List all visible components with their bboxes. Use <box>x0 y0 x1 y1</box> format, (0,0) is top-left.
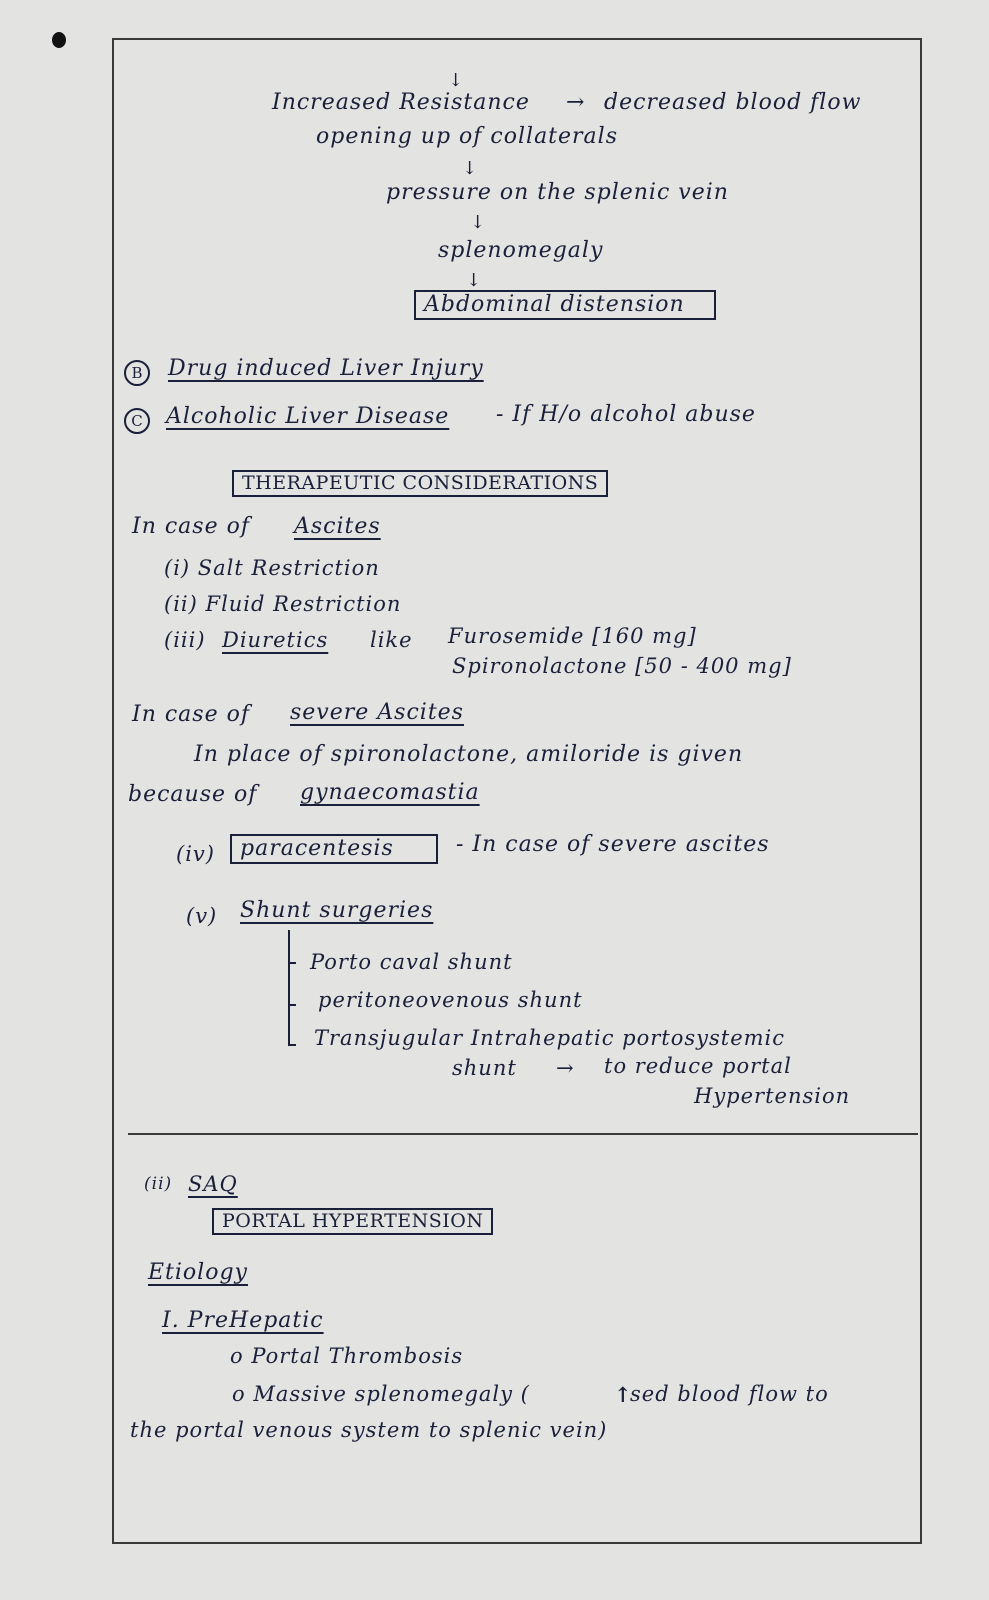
right-arrow-icon: → <box>566 90 586 115</box>
item4-note: - In case of severe ascites <box>456 832 770 857</box>
item-fluid-restriction: (ii) Fluid Restriction <box>164 592 402 616</box>
severe-line2-word: gynaecomastia <box>300 780 480 805</box>
item-salt-restriction: (i) Salt Restriction <box>164 556 380 580</box>
item3-diuretics: Diuretics <box>222 628 329 652</box>
item5-prefix: (v) <box>186 904 218 928</box>
severe-ascites-word: severe Ascites <box>290 700 464 725</box>
item5-shunt-surgeries: Shunt surgeries <box>240 898 434 923</box>
flow-line2: opening up of collaterals <box>316 124 618 149</box>
down-arrow-icon: ↓ <box>466 270 482 291</box>
severe-line1: In place of spironolactone, amiloride is given <box>194 742 744 767</box>
shunt-tips-word: shunt <box>452 1056 517 1080</box>
drug-spironolactone: Spironolactone [50 - 400 mg] <box>452 654 792 678</box>
up-arrow-icon: ↑ <box>614 1382 633 1407</box>
saq-label: SAQ <box>188 1172 238 1196</box>
bullet-splenomegaly-line2: the portal venous system to splenic vein) <box>130 1418 608 1442</box>
flow-line3: pressure on the splenic vein <box>386 180 729 205</box>
cause-b-text: Drug induced Liver Injury <box>168 356 484 381</box>
ascites-prefix: In case of <box>132 514 250 539</box>
therapeutic-heading: THERAPEUTIC CONSIDERATIONS <box>232 470 608 497</box>
punch-hole <box>52 32 66 48</box>
severe-line2-prefix: because of <box>128 782 258 807</box>
severe-prefix: In case of <box>132 702 250 727</box>
item4-paracentesis: paracentesis <box>230 834 438 864</box>
cause-c-note: - If H/o alcohol abuse <box>496 402 756 427</box>
down-arrow-icon: ↓ <box>470 212 486 233</box>
shunt-peritoneovenous: peritoneovenous shunt <box>318 988 583 1012</box>
marker-c: C <box>124 408 150 434</box>
bracket-tick <box>288 962 296 964</box>
flow-line5-boxed: Abdominal distension <box>414 290 716 320</box>
down-arrow-icon: ↓ <box>462 158 478 179</box>
cause-c-text: Alcoholic Liver Disease <box>166 404 450 429</box>
bracket-tick <box>288 1044 296 1046</box>
saq-prefix: (ii) <box>144 1174 173 1194</box>
shunt-portocaval: Porto caval shunt <box>310 950 513 974</box>
marker-b: B <box>124 360 150 386</box>
right-arrow-icon: → <box>556 1056 575 1080</box>
section-divider <box>128 1133 918 1135</box>
item4-prefix: (iv) <box>176 842 215 866</box>
shunt-tips-purpose-2: Hypertension <box>694 1084 851 1108</box>
bullet-splenomegaly-b: sed blood flow to <box>630 1382 829 1406</box>
bullet-portal-thrombosis: o Portal Thrombosis <box>230 1344 464 1368</box>
ascites-word: Ascites <box>294 514 381 539</box>
portal-hypertension-heading: PORTAL HYPERTENSION <box>212 1208 493 1235</box>
shunt-tips: Transjugular Intrahepatic portosystemic <box>314 1026 786 1050</box>
item3-like: like <box>370 628 413 652</box>
flow-line1-left: Increased Resistance <box>272 90 530 115</box>
bullet-splenomegaly-a: o Massive splenomegaly ( <box>232 1382 530 1406</box>
drug-furosemide: Furosemide [160 mg] <box>448 624 697 648</box>
shunt-bracket <box>288 930 290 1044</box>
flow-line1-right: decreased blood flow <box>604 90 862 115</box>
down-arrow-icon: ↓ <box>448 70 464 91</box>
flow-line4: splenomegaly <box>438 238 604 263</box>
shunt-tips-purpose: to reduce portal <box>604 1054 792 1078</box>
prehepatic-subheading: I. PreHepatic <box>162 1308 324 1333</box>
bracket-tick <box>288 1004 296 1006</box>
item3-prefix: (iii) <box>164 628 206 652</box>
etiology-heading: Etiology <box>148 1260 248 1285</box>
